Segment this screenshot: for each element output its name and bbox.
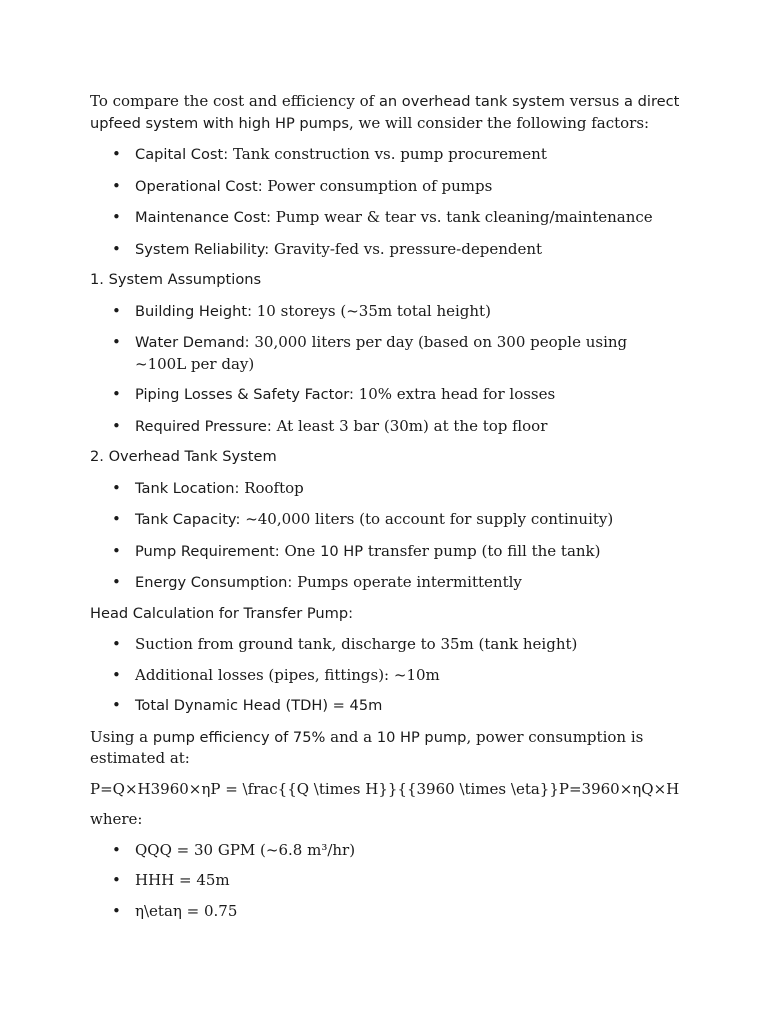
list-item (90, 634, 680, 655)
bullet-icon: • (112, 239, 121, 258)
using-text: and a (325, 727, 377, 746)
list-item (90, 840, 680, 861)
item-label: Pump Requirement: (135, 542, 280, 560)
list-item (90, 695, 680, 717)
item-text: 10 storeys (~35m total height) (252, 301, 491, 320)
item-text: 30,000 liters per day (based on 300 people using ~100L per day) (135, 333, 628, 373)
overhead-tank-list (90, 478, 680, 594)
using-text: Using a (90, 727, 153, 746)
list-item (90, 176, 680, 198)
intro-bold-overhead: an overhead tank system (378, 93, 565, 110)
list-item (90, 478, 680, 500)
item-text: Suction from ground tank, discharge to 35m (tank height) (135, 635, 578, 653)
item-label: System Reliability: (135, 240, 270, 258)
where-label: where: (90, 810, 143, 828)
item-label: Water Demand: (135, 334, 250, 351)
factors-list (90, 144, 680, 260)
bullet-icon: • (112, 901, 121, 920)
item-label: Tank Capacity: (135, 511, 241, 528)
list-item (90, 207, 680, 229)
list-item (90, 239, 680, 261)
item-text: HHH = 45m (135, 871, 230, 889)
tdh-value: Total Dynamic Head (TDH) = 45m (135, 697, 383, 714)
formula-line: P=Q×H3960×ηP = \frac{{Q \times H}}{{3960 \times \eta}}P=3960×ηQ×H (90, 779, 680, 798)
intro-paragraph (90, 91, 680, 134)
using-text: , power consumption is estimated at: (90, 727, 644, 767)
item-text: Additional losses (pipes, fittings): ~10m (135, 665, 440, 684)
item-text: Rooftop (239, 478, 304, 497)
bullet-icon: • (112, 510, 121, 528)
bullet-icon: • (112, 635, 121, 653)
item-text: 10% extra head for losses (353, 385, 556, 403)
item-text: η\etaη = 0.75 (135, 901, 238, 920)
head-calc-list (90, 634, 680, 717)
item-label: Piping Losses & Safety Factor: (135, 386, 354, 403)
list-item (90, 901, 680, 922)
section-heading-head-calculation: Head Calculation for Transfer Pump: (90, 604, 354, 622)
bullet-icon: • (112, 145, 121, 163)
item-label: Tank Location: (135, 479, 240, 497)
using-bold-efficiency: pump efficiency of 75% (152, 728, 326, 746)
section-heading-overhead-tank: 2. Overhead Tank System (90, 448, 277, 465)
item-text: Pumps operate intermittently (292, 573, 522, 591)
item-text: Gravity-fed vs. pressure-dependent (269, 239, 543, 258)
using-paragraph (90, 727, 680, 769)
bullet-icon: • (112, 573, 121, 591)
bullet-icon: • (112, 176, 121, 195)
list-item (90, 665, 680, 686)
bullet-icon: • (112, 208, 121, 226)
item-text: Pump wear & tear vs. tank cleaning/maintenance (270, 208, 653, 226)
list-item (90, 870, 680, 891)
item-label: Capital Cost: (135, 146, 229, 163)
bullet-icon: • (112, 385, 121, 403)
bullet-icon: • (112, 696, 121, 714)
intro-bold-upfeed: a direct upfeed system with high HP pumps (90, 93, 680, 132)
item-label: Required Pressure: (135, 417, 272, 435)
list-item (90, 144, 680, 166)
bullet-icon: • (112, 665, 121, 684)
intro-text: , we will consider the following factors: (348, 113, 650, 132)
bullet-icon: • (112, 333, 121, 351)
item-text: transfer pump (to fill the tank) (363, 541, 601, 560)
bullet-icon: • (112, 301, 121, 320)
list-item (90, 301, 680, 323)
list-item (90, 572, 680, 594)
list-item (90, 509, 680, 531)
bullet-icon: • (112, 871, 121, 889)
section-heading-system-assumptions: 1. System Assumptions (90, 271, 262, 288)
item-label: Energy Consumption: (135, 574, 293, 591)
intro-text: versus (564, 92, 625, 110)
item-text: At least 3 bar (30m) at the top floor (271, 416, 548, 435)
item-text: Power consumption of pumps (262, 176, 493, 195)
intro-text: To compare the cost and efficiency of (90, 92, 379, 110)
item-label: Maintenance Cost: (135, 209, 271, 226)
item-text: One (279, 541, 321, 560)
list-item (90, 384, 680, 406)
item-text: ~40,000 liters (to account for supply continuity) (240, 510, 614, 528)
variables-list (90, 840, 680, 922)
item-bold-value: 10 HP (320, 542, 364, 560)
using-bold-pump: 10 HP pump (376, 728, 467, 746)
item-text: QQQ = 30 GPM (~6.8 m³/hr) (135, 840, 356, 859)
assumptions-list (90, 301, 680, 438)
bullet-icon: • (112, 478, 121, 497)
list-item (90, 416, 680, 438)
bullet-icon: • (112, 541, 121, 560)
item-text: Tank construction vs. pump procurement (228, 145, 547, 163)
bullet-icon: • (112, 840, 121, 859)
list-item (90, 332, 680, 374)
item-label: Building Height: (135, 302, 252, 320)
bullet-icon: • (112, 416, 121, 435)
document-page (90, 91, 680, 931)
list-item (90, 541, 680, 563)
item-label: Operational Cost: (135, 177, 263, 195)
